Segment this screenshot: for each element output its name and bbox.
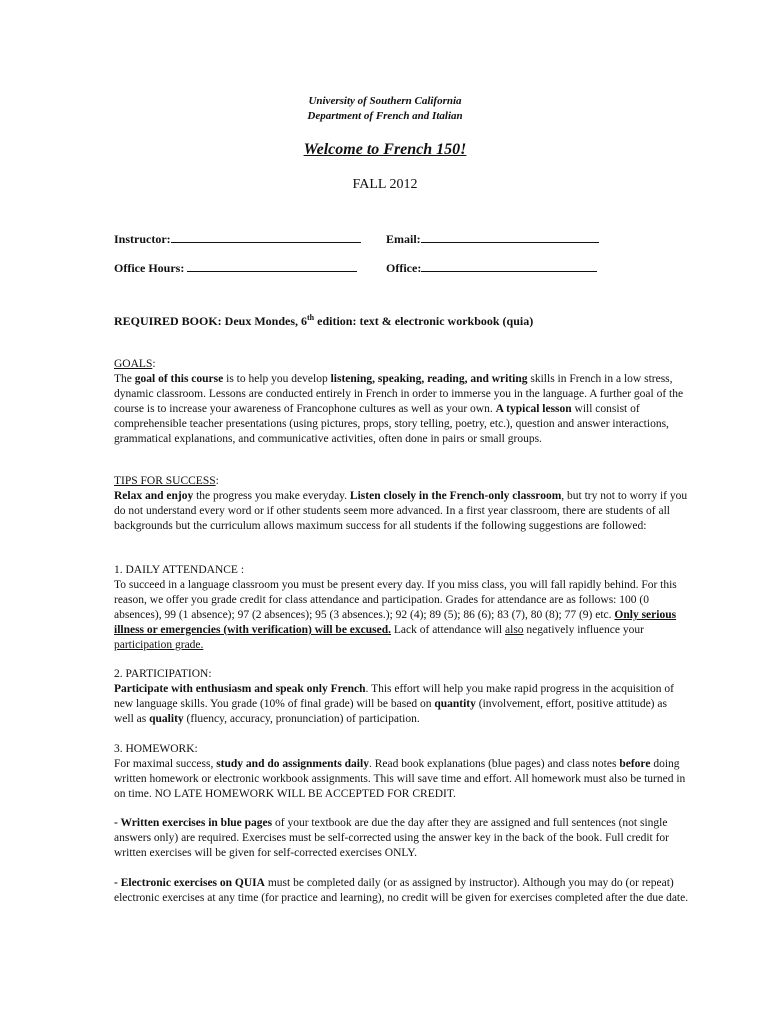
goals-heading-colon: : — [152, 358, 156, 370]
participation-heading-text: 2. PARTICIPATION — [114, 668, 209, 680]
office-field — [386, 260, 597, 276]
bold-underline-run: Only serious illness or emergencies (with verification) will be excused. — [114, 609, 677, 636]
text-run: . Read book explanations (blue pages) and class notes — [368, 758, 620, 770]
email-blank — [421, 231, 599, 243]
text-run: To succeed in a language classroom you must be present every day. If you miss class, you will fall rapidly behind. For this reason, we offer you grade credit for class attendance and participation. Grades for attendance are as follows: 100 (0 absences), 99 (1 absence); 97 (2 absences); 95 (3 absences.); 92 (4); 89 (5); 86 (6); 83 (7), 80 (8); 77 (9) etc. — [114, 579, 677, 621]
bold-run: before — [619, 758, 651, 770]
text-run: is to help you develop — [223, 373, 331, 385]
text-run: will consist of comprehensible teacher presentations (using pictures, props, story telling, poetry, etc.), question and answer interactions, grammatical explanations, and communicative activities, often done in pairs or small groups. — [114, 403, 669, 445]
letterhead — [0, 94, 770, 124]
goals-section — [114, 357, 689, 447]
homework-section — [114, 742, 689, 802]
text-run: The — [114, 373, 135, 385]
book-text-suffix: edition: text & electronic workbook (quia) — [314, 314, 534, 328]
text-run: the progress you make everyday. — [193, 490, 350, 502]
underline-run: also — [505, 624, 524, 636]
attendance-heading-colon: : — [237, 564, 245, 576]
bold-run: goal of this course — [134, 373, 224, 385]
homework-body — [114, 757, 689, 802]
office-hours-field — [114, 260, 357, 276]
attendance-body — [114, 578, 689, 653]
bold-run: quantity — [434, 698, 476, 710]
tips-heading — [114, 474, 689, 489]
text-run: of your textbook are due the day after they are assigned and full sentences (not single answers only) are required. Exercises must be self-corrected using the answer key in the back of the book. Full credit for written exercises will be given for self-corrected exercises ONLY. — [114, 817, 670, 859]
written-exercises-body — [114, 816, 689, 861]
tips-heading-text: TIPS FOR SUCCESS — [114, 475, 216, 487]
text-run: (fluency, accuracy, pronunciation) of participation. — [183, 713, 420, 725]
homework-heading-text: 3. HOMEWORK — [114, 743, 195, 755]
bold-run: A typical lesson — [495, 403, 572, 415]
tips-body — [114, 489, 689, 534]
office-hours-blank — [187, 260, 357, 272]
bold-run: Listen closely in the French-only classroom — [349, 490, 562, 502]
text-run: must be completed daily (or as assigned by instructor). Although you may do (or repeat) electronic exercises at any time (for practice and learning), no credit will be given for exercises completed after the due date. — [114, 877, 689, 904]
text-run: skills in French in a low stress, dynamic classroom. Lessons are conducted entirely in French in order to immerse you in the language. A further goal of the course is to increase your awareness of Francophone cultures as well as your own. — [114, 373, 684, 415]
bold-run: - Written exercises in blue pages — [114, 817, 273, 829]
office-label: Office: — [386, 261, 422, 275]
book-superscript: th — [307, 313, 315, 322]
attendance-heading-text: 1. DAILY ATTENDANCE — [114, 564, 238, 576]
underline-run: participation grade. — [114, 639, 204, 651]
electronic-exercises-section — [114, 876, 689, 906]
university-name: University of Southern California — [308, 95, 462, 107]
participation-heading — [114, 667, 689, 682]
attendance-heading — [114, 563, 689, 578]
electronic-exercises-body — [114, 876, 689, 906]
text-run: (involvement, effort, positive attitude) as well as — [114, 698, 667, 725]
page-title: Welcome to French 150! — [303, 141, 467, 158]
book-text-prefix: REQUIRED BOOK: Deux Mondes, 6 — [114, 314, 308, 328]
instructor-blank — [171, 231, 361, 243]
goals-heading — [114, 357, 689, 372]
office-hours-label: Office Hours: — [114, 261, 185, 275]
email-field — [386, 231, 599, 247]
required-book — [114, 313, 533, 329]
attendance-section — [114, 563, 689, 653]
bold-run: listening, speaking, reading, and writing — [330, 373, 528, 385]
bold-run: Participate with enthusiasm and speak only French — [114, 683, 366, 695]
tips-heading-colon: : — [215, 475, 219, 487]
text-run: For maximal success, — [114, 758, 217, 770]
bold-run: Relax and enjoy — [114, 490, 194, 502]
department-name: Department of French and Italian — [307, 110, 463, 122]
bold-run: study and do assignments daily — [216, 758, 369, 770]
instructor-label: Instructor: — [114, 232, 171, 246]
text-run: , but try not to worry if you do not understand every word or if other students seem more advanced. In a first year classroom, there are students of all backgrounds but the curriculum allows maximum success for all students if the following suggestions are followed: — [114, 490, 688, 532]
instructor-field — [114, 231, 361, 247]
homework-heading — [114, 742, 689, 757]
tips-section — [114, 474, 689, 534]
text-run: negatively influence your — [523, 624, 644, 636]
email-label: Email: — [386, 232, 421, 246]
participation-body — [114, 682, 689, 727]
bold-run: - Electronic exercises on QUIA — [114, 877, 265, 889]
goals-heading-text: GOALS — [114, 358, 153, 370]
text-run: doing written homework or electronic workbook assignments. This will save time and effort. All homework must also be turned in on time. NO LATE HOMEWORK WILL BE ACCEPTED FOR CREDIT. — [114, 758, 686, 800]
text-run: . This effort will help you make rapid progress in the acquisition of new language skills. You grade (10% of final grade) will be based on — [114, 683, 674, 710]
term-label: FALL 2012 — [352, 177, 418, 192]
participation-heading-colon: : — [208, 668, 212, 680]
participation-section — [114, 667, 689, 727]
office-blank — [421, 260, 597, 272]
homework-heading-colon: : — [194, 743, 198, 755]
text-run: Lack of attendance will — [391, 624, 506, 636]
written-exercises-section — [114, 816, 689, 861]
goals-body — [114, 372, 689, 447]
bold-run: quality — [149, 713, 184, 725]
